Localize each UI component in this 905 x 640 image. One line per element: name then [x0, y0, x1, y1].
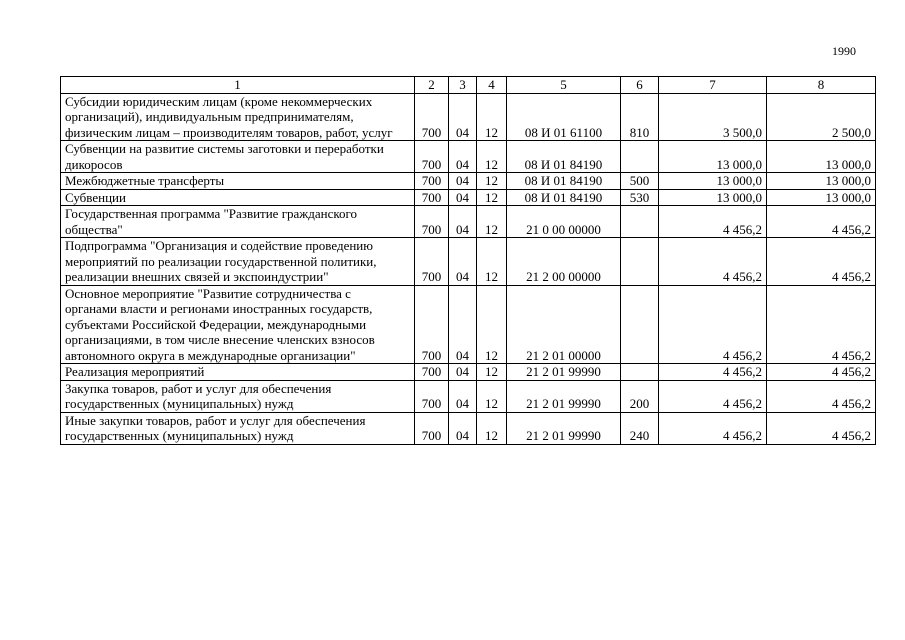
row-col-2: 700 — [415, 238, 449, 286]
row-col-3: 04 — [449, 380, 477, 412]
row-name: Реализация мероприятий — [61, 364, 415, 381]
row-col-3: 04 — [449, 412, 477, 444]
row-col-3: 04 — [449, 173, 477, 190]
row-col-4: 12 — [477, 412, 507, 444]
header-col-6: 6 — [621, 77, 659, 94]
table-row — [61, 206, 876, 238]
table-row — [61, 238, 876, 286]
row-col-3: 04 — [449, 93, 477, 141]
table-row — [61, 380, 876, 412]
table-row — [61, 173, 876, 190]
header-col-3: 3 — [449, 77, 477, 94]
row-col-4: 12 — [477, 189, 507, 206]
row-col-8: 13 000,0 — [767, 141, 876, 173]
row-col-5: 21 2 01 99990 — [507, 412, 621, 444]
row-col-3: 04 — [449, 189, 477, 206]
row-col-5: 21 0 00 00000 — [507, 206, 621, 238]
row-col-6 — [621, 141, 659, 173]
row-col-2: 700 — [415, 206, 449, 238]
row-col-7: 13 000,0 — [659, 141, 767, 173]
row-col-3: 04 — [449, 285, 477, 364]
row-col-2: 700 — [415, 380, 449, 412]
row-name: Закупка товаров, работ и услуг для обеспечения государственных (муниципальных) нужд — [61, 380, 415, 412]
row-col-2: 700 — [415, 189, 449, 206]
row-name: Субвенции на развитие системы заготовки и переработки дикоросов — [61, 141, 415, 173]
row-col-3: 04 — [449, 238, 477, 286]
row-col-2: 700 — [415, 93, 449, 141]
row-col-8: 4 456,2 — [767, 364, 876, 381]
table-row — [61, 364, 876, 381]
row-col-6: 200 — [621, 380, 659, 412]
row-col-8: 4 456,2 — [767, 380, 876, 412]
row-col-6 — [621, 285, 659, 364]
row-col-6 — [621, 238, 659, 286]
header-col-8: 8 — [767, 77, 876, 94]
row-col-8: 4 456,2 — [767, 412, 876, 444]
row-col-2: 700 — [415, 173, 449, 190]
table-row — [61, 412, 876, 444]
row-col-5: 21 2 01 99990 — [507, 380, 621, 412]
row-col-4: 12 — [477, 206, 507, 238]
row-col-2: 700 — [415, 364, 449, 381]
row-col-7: 4 456,2 — [659, 412, 767, 444]
row-col-8: 4 456,2 — [767, 238, 876, 286]
row-col-7: 4 456,2 — [659, 380, 767, 412]
header-col-2: 2 — [415, 77, 449, 94]
row-col-4: 12 — [477, 380, 507, 412]
row-col-5: 21 2 01 99990 — [507, 364, 621, 381]
row-col-6: 240 — [621, 412, 659, 444]
row-name: Субвенции — [61, 189, 415, 206]
row-name: Межбюджетные трансферты — [61, 173, 415, 190]
row-col-3: 04 — [449, 206, 477, 238]
row-col-7: 4 456,2 — [659, 364, 767, 381]
row-col-4: 12 — [477, 93, 507, 141]
row-col-7: 4 456,2 — [659, 285, 767, 364]
row-col-4: 12 — [477, 173, 507, 190]
header-col-5: 5 — [507, 77, 621, 94]
row-col-7: 4 456,2 — [659, 206, 767, 238]
row-col-3: 04 — [449, 364, 477, 381]
row-col-6: 810 — [621, 93, 659, 141]
header-col-4: 4 — [477, 77, 507, 94]
row-name: Основное мероприятие "Развитие сотрудничества с органами власти и регионами иностранных государств, субъектами Российской Федерации, международными организациями, в том числе внесение членских взносов автономного округа в международные организации" — [61, 285, 415, 364]
row-name: Государственная программа "Развитие гражданского общества" — [61, 206, 415, 238]
row-col-8: 13 000,0 — [767, 173, 876, 190]
row-col-6 — [621, 206, 659, 238]
row-col-8: 4 456,2 — [767, 285, 876, 364]
table-row — [61, 285, 876, 364]
row-col-2: 700 — [415, 141, 449, 173]
row-col-8: 4 456,2 — [767, 206, 876, 238]
row-col-5: 08 И 01 84190 — [507, 141, 621, 173]
row-col-3: 04 — [449, 141, 477, 173]
row-col-4: 12 — [477, 238, 507, 286]
table-body — [61, 93, 876, 444]
header-col-7: 7 — [659, 77, 767, 94]
row-col-5: 08 И 01 84190 — [507, 189, 621, 206]
table-row — [61, 93, 876, 141]
table-header-row — [61, 77, 876, 94]
row-col-2: 700 — [415, 285, 449, 364]
row-col-7: 4 456,2 — [659, 238, 767, 286]
row-col-7: 3 500,0 — [659, 93, 767, 141]
row-col-4: 12 — [477, 141, 507, 173]
row-col-7: 13 000,0 — [659, 189, 767, 206]
row-col-5: 08 И 01 61100 — [507, 93, 621, 141]
row-col-8: 2 500,0 — [767, 93, 876, 141]
row-col-6: 500 — [621, 173, 659, 190]
row-col-6: 530 — [621, 189, 659, 206]
header-col-1: 1 — [61, 77, 415, 94]
row-col-8: 13 000,0 — [767, 189, 876, 206]
row-name: Субсидии юридическим лицам (кроме некоммерческих организаций), индивидуальным предпринимателям, физическим лицам – производителям товаров, работ, услуг — [61, 93, 415, 141]
budget-table — [60, 76, 876, 445]
row-col-2: 700 — [415, 412, 449, 444]
page-number: 1990 — [832, 44, 856, 58]
row-name: Подпрограмма "Организация и содействие проведению мероприятий по реализации государственной политики, реализации внешних связей и экспоиндустрии" — [61, 238, 415, 286]
row-col-5: 21 2 00 00000 — [507, 238, 621, 286]
row-col-6 — [621, 364, 659, 381]
row-name: Иные закупки товаров, работ и услуг для обеспечения государственных (муниципальных) нужд — [61, 412, 415, 444]
row-col-5: 21 2 01 00000 — [507, 285, 621, 364]
row-col-4: 12 — [477, 285, 507, 364]
table-row — [61, 141, 876, 173]
row-col-4: 12 — [477, 364, 507, 381]
row-col-5: 08 И 01 84190 — [507, 173, 621, 190]
table-row — [61, 189, 876, 206]
row-col-7: 13 000,0 — [659, 173, 767, 190]
